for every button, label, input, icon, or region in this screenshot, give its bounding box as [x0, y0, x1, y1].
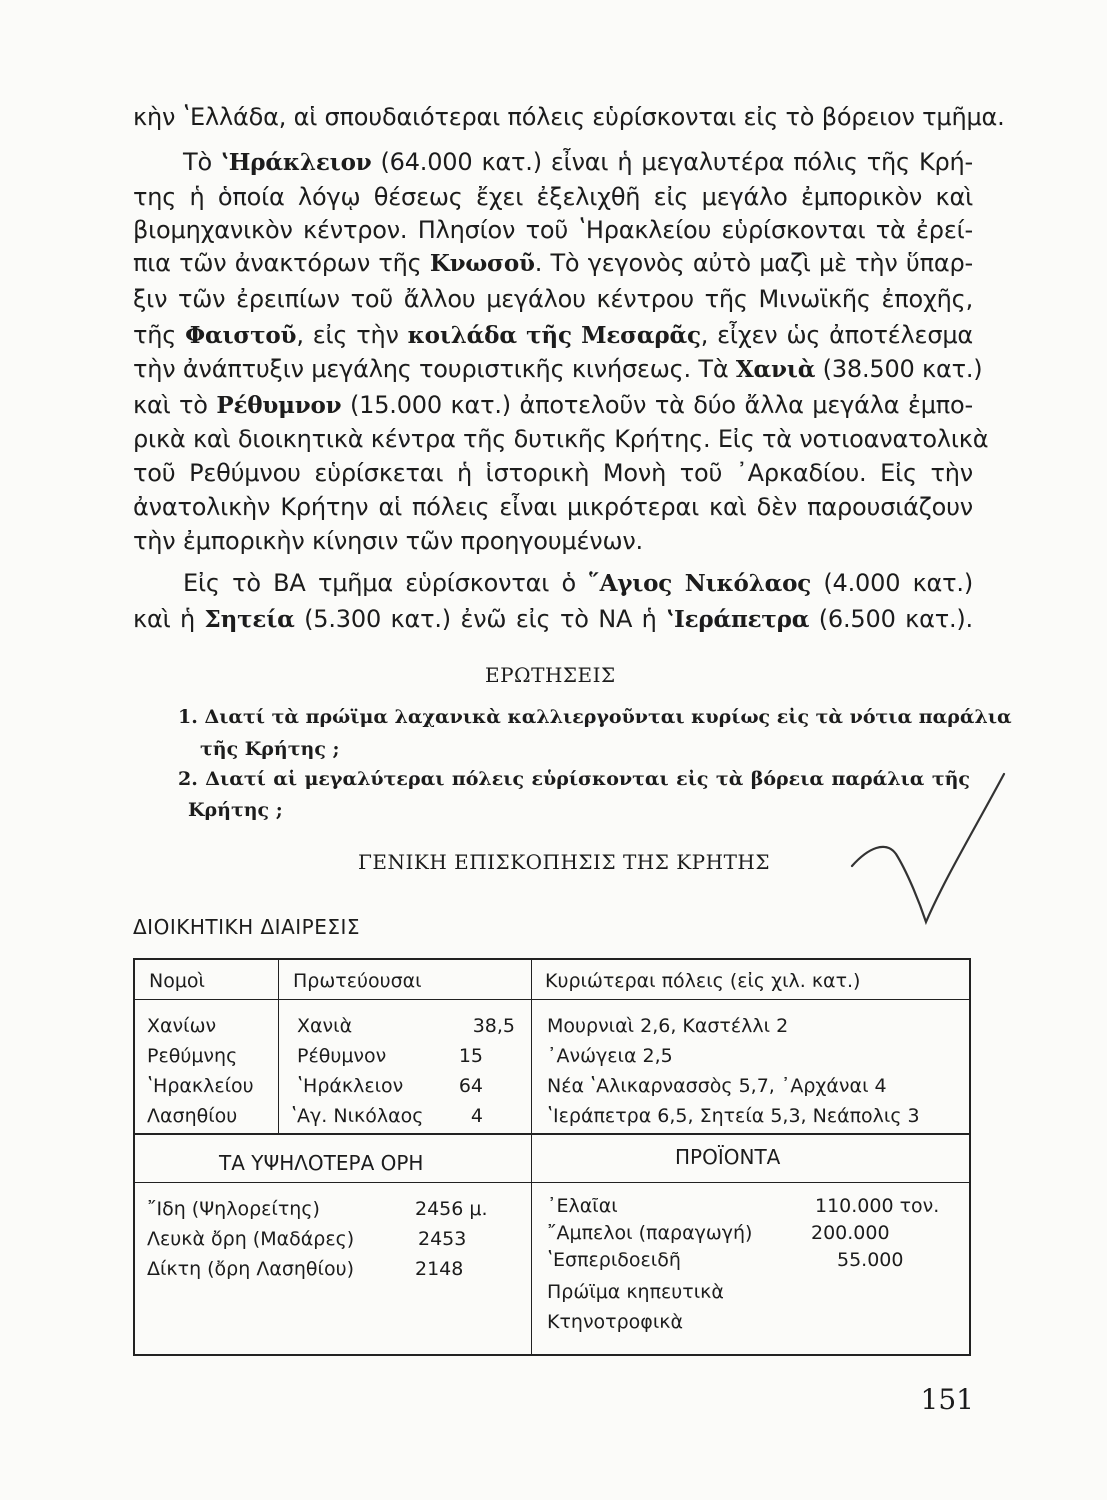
text-line: καὶ τὸ Ρέθυμνον (15.000 κατ.) ἀποτελοῦν τὰ δύο ἄλλα μεγάλα ἐμπο- [133, 391, 973, 419]
nomos-cell: Ρεθύμνης [147, 1045, 238, 1067]
capital-cell: ʽΑγ. Νικόλαος [291, 1105, 424, 1127]
towns-cell: ʽΙεράπετρα 6,5, Σητεία 5,3, Νεάπολις 3 [547, 1105, 920, 1127]
question-1: 1. Διατί τὰ πρώϊμα λαχανικὰ καλλιεργοῦνται κυρίως εἰς τὰ νότια παράλια [178, 706, 1012, 728]
bold-term: Φαιστοῦ [185, 322, 297, 349]
products-header: ΠΡΟΪΟΝΤΑ [675, 1145, 781, 1169]
product-name: ᾿Ελαῖαι [547, 1195, 618, 1217]
text-line: ξιν τῶν ἐρειπίων τοῦ ἄλλου μεγάλου κέντρου τῆς Μινωϊκῆς ἐποχῆς, [133, 285, 973, 313]
capital-cell: ʽΗράκλειον [297, 1075, 404, 1097]
text-line: πια τῶν ἀνακτόρων τῆς Κνωσοῦ. Τὸ γεγονὸς αὐτὸ μαζὶ μὲ τὴν ὕπαρ- [133, 249, 973, 277]
bold-term: ʽΙεράπετρα [666, 606, 810, 633]
bold-term: ʽΗράκλειον [220, 149, 372, 176]
col-header-capitals: Πρωτεύουσαι [293, 970, 422, 992]
nomos-cell: Χανίων [147, 1015, 217, 1037]
mountain-name: ῎Ιδη (Ψηλορείτης) [147, 1198, 320, 1220]
text-line: κὴν ʽΕλλάδα, αἱ σπουδαιότεραι πόλεις εὑρίσκονται εἰς τὸ βόρειον τμῆμα. [133, 103, 1005, 131]
question-1-cont: τῆς Κρήτης ; [200, 738, 340, 760]
product-value: 55.000 [837, 1249, 904, 1271]
question-2-cont: Κρήτης ; [188, 799, 283, 821]
question-2: 2. Διατί αἱ μεγαλύτεραι πόλεις εὑρίσκονται εἰς τὰ βόρεια παράλια τῆς [178, 768, 970, 790]
product-name: Κτηνοτροφικὰ [547, 1311, 683, 1333]
towns-cell: ᾿Ανώγεια 2,5 [547, 1045, 673, 1067]
bold-term: Ρέθυμνον [216, 392, 342, 419]
population-cell: 38,5 [472, 1015, 515, 1037]
mountain-height: 2453 [418, 1228, 467, 1250]
bold-term: Κνωσοῦ [429, 250, 535, 277]
bold-term: Χανιὰ [735, 356, 816, 383]
text-line: τῆς Φαιστοῦ, εἰς τὴν κοιλάδα τῆς Μεσαρᾶς, εἶχεν ὡς ἀποτέλεσμα [133, 321, 974, 349]
text-line: βιομηχανικὸν κέντρον. Πλησίον τοῦ ʽΗρακλείου εὑρίσκονται τὰ ἐρεί- [133, 216, 973, 244]
text-line: Εἰς τὸ ΒΑ τμῆμα εὑρίσκονται ὁ ῞Αγιος Νικόλαος (4.000 κατ.) [183, 569, 973, 597]
population-cell: 15 [458, 1045, 483, 1067]
nomos-cell: ʽΗρακλείου [147, 1075, 254, 1097]
product-name: ῎Αμπελοι (παραγωγή) [547, 1222, 753, 1244]
product-value: 110.000 τον. [815, 1195, 940, 1217]
population-cell: 64 [458, 1075, 483, 1097]
product-value: 200.000 [811, 1222, 890, 1244]
text-line: Τὸ ʽΗράκλειον (64.000 κατ.) εἶναι ἡ μεγαλυτέρα πόλις τῆς Κρή- [183, 148, 974, 176]
bold-term: Σητεία [204, 606, 295, 633]
mountain-height: 2456 μ. [415, 1198, 488, 1220]
text-line: της ἡ ὁποία λόγῳ θέσεως ἔχει ἐξελιχθῆ εἰς μεγάλο ἐμπορικὸν καὶ [133, 183, 973, 211]
text-line: τὴν ἀνάπτυξιν μεγάλης τουριστικῆς κινήσεως. Τὰ Χανιὰ (38.500 κατ.) [133, 355, 983, 383]
mountain-name: Δίκτη (ὄρη Λασηθίου) [147, 1258, 355, 1280]
overview-title: ΓΕΝΙΚΗ ΕΠΙΣΚΟΠΗΣΙΣ ΤΗΣ ΚΡΗΤΗΣ [358, 850, 770, 874]
bold-term: κοιλάδα τῆς Μεσαρᾶς [407, 322, 701, 349]
mountains-header: ΤΑ ΥΨΗΛΟΤΕΡΑ ΟΡΗ [219, 1151, 424, 1175]
overview-table [133, 958, 971, 1356]
text-line: ρικὰ καὶ διοικητικὰ κέντρα τῆς δυτικῆς Κρήτης. Εἰς τὰ νοτιοανατολικὰ [133, 425, 989, 453]
mountain-height: 2148 [415, 1258, 464, 1280]
text-line: τὴν ἐμπορικὴν κίνησιν τῶν προηγουμένων. [133, 527, 643, 555]
col-header-towns: Κυριώτεραι πόλεις (εἰς χιλ. κατ.) [545, 970, 861, 992]
towns-cell: Νέα ʽΑλικαρνασσὸς 5,7, ᾿Αρχάναι 4 [547, 1075, 887, 1097]
bold-term: ῞Αγιος Νικόλαος [588, 570, 812, 597]
population-cell: 4 [470, 1105, 483, 1127]
page-number: 151 [920, 1383, 974, 1416]
questions-heading: ΕΡΩΤΗΣΕΙΣ [485, 663, 616, 687]
capital-cell: Ρέθυμνον [297, 1045, 387, 1067]
admin-division-title: ΔΙΟΙΚΗΤΙΚΗ ΔΙΑΙΡΕΣΙΣ [133, 915, 361, 939]
handwritten-check-mark [848, 770, 1008, 930]
capital-cell: Χανιὰ [297, 1015, 353, 1037]
col-header-nomoi: Νομοὶ [149, 970, 205, 992]
text-line: ἀνατολικὴν Κρήτην αἱ πόλεις εἶναι μικρότεραι καὶ δὲν παρουσιάζουν [133, 493, 973, 521]
product-name: ʽΕσπεριδοειδῆ [547, 1249, 681, 1271]
text-line: τοῦ Ρεθύμνου εὑρίσκεται ἡ ἱστορικὴ Μονὴ τοῦ ᾿Αρκαδίου. Εἰς τὴν [133, 459, 973, 487]
product-name: Πρώϊμα κηπευτικὰ [547, 1281, 724, 1303]
text-line: καὶ ἡ Σητεία (5.300 κατ.) ἐνῶ εἰς τὸ ΝΑ ἡ ʽΙεράπετρα (6.500 κατ.). [133, 605, 973, 633]
nomos-cell: Λασηθίου [147, 1105, 238, 1127]
mountain-name: Λευκὰ ὄρη (Μαδάρες) [147, 1228, 355, 1250]
towns-cell: Μουρνιαὶ 2,6, Καστέλλι 2 [547, 1015, 789, 1037]
